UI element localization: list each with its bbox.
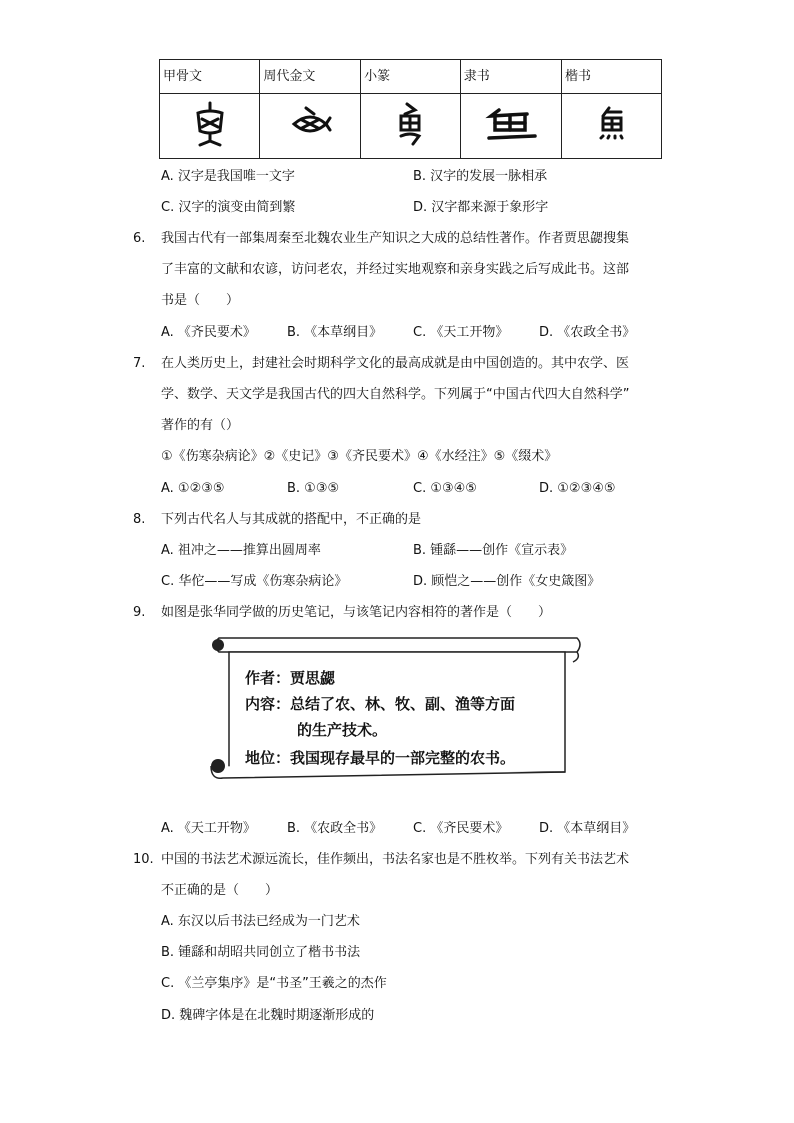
q5-option-d[interactable]: D. 汉字都来源于象形字 [413, 200, 549, 215]
q8-option-d[interactable]: D. 顾恺之——创作《女史箴图》 [413, 574, 601, 589]
q10-text-line-1: 中国的书法艺术源远流长，佳作频出，书法名家也是不胜枚举。下列有关书法艺术 [161, 852, 630, 867]
history-note-scroll [205, 632, 585, 782]
q6-option-a[interactable]: A. 《齐民要术》 [161, 325, 256, 340]
q10-number: 10. [133, 852, 154, 867]
note-content-value-1: 总结了农、林、牧、副、渔等方面 [290, 695, 516, 713]
q8-option-b[interactable]: B. 锺繇——创作《宣示表》 [413, 543, 574, 558]
note-status-value: 我国现存最早的一部完整的农书。 [290, 749, 516, 767]
q6-option-c[interactable]: C. 《天工开物》 [413, 325, 509, 340]
header-clerical: 隶书 [460, 60, 561, 94]
q5-option-c[interactable]: C. 汉字的演变由简到繁 [161, 200, 296, 215]
regular-fish-glyph [595, 106, 629, 142]
q5-option-b[interactable]: B. 汉字的发展一脉相承 [413, 169, 548, 184]
glyph-cell-regular [562, 94, 662, 159]
bronze-fish-glyph [288, 104, 332, 144]
glyph-cell-seal [361, 94, 461, 159]
header-small-seal: 小篆 [361, 60, 461, 94]
q7-text-line-3: 著作的有（） [161, 418, 240, 433]
q6-text-line-1: 我国古代有一部集周秦至北魏农业生产知识之大成的总结性著作。作者贾思勰搜集 [161, 231, 630, 246]
table-glyph-row [160, 94, 662, 159]
header-oracle-bone: 甲骨文 [160, 60, 260, 94]
note-content-row [245, 694, 515, 714]
q10-text-line-2: 不正确的是（ ） [161, 883, 279, 898]
table-header-row [160, 60, 662, 94]
q10-option-d[interactable]: D. 魏碑字体是在北魏时期逐渐形成的 [161, 1008, 375, 1023]
note-author-label: 作者： [245, 669, 291, 687]
q7-option-a[interactable]: A. ①②③⑤ [161, 481, 225, 496]
seal-fish-glyph [395, 102, 425, 146]
script-evolution-table [159, 59, 662, 159]
q6-option-d[interactable]: D. 《农政全书》 [539, 325, 636, 340]
q8-text-line-1: 下列古代名人与其成就的搭配中，不正确的是 [161, 512, 422, 527]
q9-option-c[interactable]: C. 《齐民要术》 [413, 821, 509, 836]
q9-number: 9. [133, 605, 146, 620]
header-bronze: 周代金文 [260, 60, 361, 94]
q9-option-d[interactable]: D. 《本草纲目》 [539, 821, 636, 836]
q7-text-line-2: 学、数学、天文学是我国古代的四大自然科学。下列属于“中国古代四大自然科学” [161, 387, 630, 402]
header-regular: 楷书 [562, 60, 662, 94]
q10-option-c[interactable]: C. 《兰亭集序》是“书圣”王羲之的杰作 [161, 976, 387, 991]
q9-option-a[interactable]: A. 《天工开物》 [161, 821, 256, 836]
glyph-cell-bronze [260, 94, 361, 159]
q10-option-b[interactable]: B. 锺繇和胡昭共同创立了楷书书法 [161, 945, 361, 960]
q6-text-line-3: 书是（ ） [161, 293, 240, 308]
note-content-value-2: 的生产技术。 [297, 721, 388, 739]
note-status-row [245, 748, 515, 768]
q7-text-line-1: 在人类历史上，封建社会时期科学文化的最高成就是由中国创造的。其中农学、医 [161, 356, 630, 371]
q7-number: 7. [133, 356, 146, 371]
q9-text-line-1: 如图是张华同学做的历史笔记，与该笔记内容相符的著作是（ ） [161, 605, 552, 620]
glyph-cell-oracle [160, 94, 260, 159]
q7-option-d[interactable]: D. ①②③④⑤ [539, 481, 616, 496]
q6-text-line-2: 了丰富的文献和农谚，访问老农，并经过实地观察和亲身实践之后写成此书。这部 [161, 262, 630, 277]
q6-number: 6. [133, 231, 146, 246]
note-author-value: 贾思勰 [290, 669, 336, 687]
q6-option-b[interactable]: B. 《本草纲目》 [287, 325, 383, 340]
q5-option-a[interactable]: A. 汉字是我国唯一文字 [161, 169, 295, 184]
note-content-label: 内容： [245, 695, 291, 713]
q8-option-c[interactable]: C. 华佗——写成《伤寒杂病论》 [161, 574, 348, 589]
q7-option-c[interactable]: C. ①③④⑤ [413, 481, 477, 496]
q8-option-a[interactable]: A. 祖冲之——推算出圆周率 [161, 543, 321, 558]
note-author-row [245, 668, 335, 688]
q10-option-a[interactable]: A. 东汉以后书法已经成为一门艺术 [161, 914, 360, 929]
clerical-fish-glyph [485, 106, 537, 142]
q8-number: 8. [133, 512, 146, 527]
glyph-cell-clerical [460, 94, 561, 159]
note-status-label: 地位： [245, 749, 291, 767]
q7-option-b[interactable]: B. ①③⑤ [287, 481, 340, 496]
q9-option-b[interactable]: B. 《农政全书》 [287, 821, 383, 836]
note-content-row-2 [297, 720, 387, 740]
oracle-fish-glyph [190, 101, 230, 147]
q7-text-line-4: ①《伤寒杂病论》②《史记》③《齐民要术》④《水经注》⑤《缀术》 [161, 449, 558, 464]
